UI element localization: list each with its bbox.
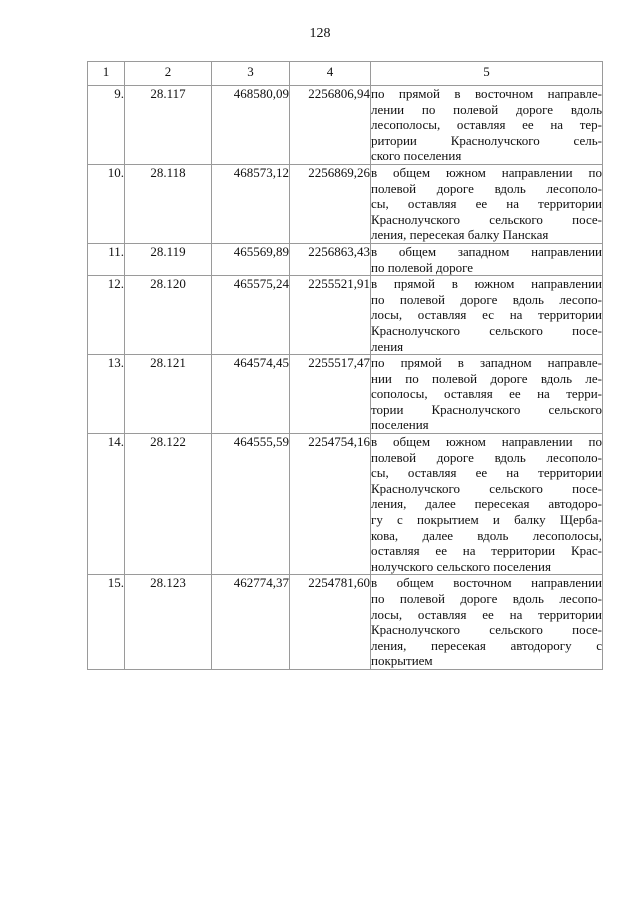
description-line: ления, далее пересекая автодоро- (371, 496, 602, 512)
y-coordinate-cell: 2254781,60 (290, 575, 371, 670)
description-cell (371, 243, 603, 275)
boundary-table (87, 61, 603, 670)
header-col-2: 2 (125, 62, 212, 86)
description-line: полевой дороге вдоль лесополо- (371, 449, 602, 465)
description-line: по прямой в западном направле- (371, 355, 602, 371)
description-cell (371, 575, 603, 670)
header-col-4: 4 (290, 62, 371, 86)
description-line: нии по полевой дороге вдоль ле- (371, 370, 602, 386)
row-number-cell: 15. (88, 575, 125, 670)
x-coordinate-cell: 465569,89 (212, 243, 290, 275)
x-coordinate-cell: 462774,37 (212, 575, 290, 670)
y-coordinate-cell: 2256869,26 (290, 164, 371, 243)
y-coordinate-cell: 2255517,47 (290, 355, 371, 434)
point-id-cell: 28.117 (125, 86, 212, 165)
description-line: гу с покрытием и балку Щерба- (371, 512, 602, 528)
row-number-cell: 10. (88, 164, 125, 243)
description-line: Краснолучского сельского посе- (371, 480, 602, 496)
description-line: ского поселения (371, 148, 462, 164)
header-col-5: 5 (371, 62, 603, 86)
y-coordinate-cell: 2255521,91 (290, 276, 371, 355)
description-line: лосы, оставляя ее на территории (371, 606, 602, 622)
row-number-cell: 9. (88, 86, 125, 165)
page-number: 128 (309, 26, 331, 41)
description-line: сы, оставляя ее на территории (371, 196, 602, 212)
description-line: тории Краснолучского сельского (371, 401, 602, 417)
table-row (88, 575, 603, 670)
description-line: сополосы, оставляя ее на терри- (371, 386, 602, 402)
row-number-cell: 14. (88, 434, 125, 575)
table-row (88, 164, 603, 243)
point-id-cell: 28.121 (125, 355, 212, 434)
point-id-cell: 28.120 (125, 276, 212, 355)
point-id-cell: 28.118 (125, 164, 212, 243)
table-header-row (88, 62, 603, 86)
description-line: в общем восточном направлении (371, 575, 602, 591)
table-row (88, 243, 603, 275)
table-row (88, 355, 603, 434)
row-number-cell: 13. (88, 355, 125, 434)
description-line: оставляя ее на территории Крас- (371, 543, 602, 559)
description-cell (371, 434, 603, 575)
table-row (88, 434, 603, 575)
row-number-cell: 11. (88, 243, 125, 275)
description-cell (371, 355, 603, 434)
table-body (88, 86, 603, 670)
y-coordinate-cell: 2254754,16 (290, 434, 371, 575)
x-coordinate-cell: 464574,45 (212, 355, 290, 434)
description-line: в общем южном направлении по (371, 434, 602, 450)
description-line: ления, пересекая автодорогу с (371, 637, 602, 653)
description-line: сы, оставляя ее на территории (371, 465, 602, 481)
description-line: Краснолучского сельского посе- (371, 211, 602, 227)
description-line: поселения (371, 417, 429, 433)
description-line: ления, пересекая балку Панская (371, 227, 549, 243)
description-line: кова, далее вдоль лесополосы, (371, 527, 602, 543)
description-cell (371, 164, 603, 243)
description-line: ритории Краснолучского сель- (371, 132, 602, 148)
point-id-cell: 28.122 (125, 434, 212, 575)
description-line: ления (371, 338, 404, 354)
x-coordinate-cell: 465575,24 (212, 276, 290, 355)
description-line: Краснолучского сельского посе- (371, 322, 602, 338)
description-line: нолучского сельского поселения (371, 558, 551, 574)
description-line: по полевой дороге вдоль лесопо- (371, 591, 602, 606)
description-line: по полевой дороге вдоль лесопо- (371, 291, 602, 307)
description-line: лении по полевой дороге вдоль (371, 101, 602, 117)
x-coordinate-cell: 468580,09 (212, 86, 290, 165)
y-coordinate-cell: 2256806,94 (290, 86, 371, 165)
description-line: по прямой в восточном направле- (371, 86, 602, 101)
table-row (88, 86, 603, 165)
point-id-cell: 28.119 (125, 243, 212, 275)
table-row (88, 276, 603, 355)
description-cell (371, 276, 603, 355)
x-coordinate-cell: 468573,12 (212, 164, 290, 243)
description-line: по полевой дороге (371, 259, 474, 275)
description-line: в прямой в южном направлении (371, 276, 602, 292)
row-number-cell: 12. (88, 276, 125, 355)
header-col-3: 3 (212, 62, 290, 86)
description-line: в общем южном направлении по (371, 164, 602, 180)
description-cell (371, 86, 603, 165)
y-coordinate-cell: 2256863,43 (290, 243, 371, 275)
description-line: лесополосы, оставляя ее на тер- (371, 117, 602, 133)
description-line: Краснолучского сельского посе- (371, 622, 602, 638)
description-line: в общем западном направлении (371, 243, 602, 259)
description-line: покрытием (371, 653, 433, 669)
x-coordinate-cell: 464555,59 (212, 434, 290, 575)
point-id-cell: 28.123 (125, 575, 212, 670)
description-line: полевой дороге вдоль лесополо- (371, 180, 602, 196)
header-col-1: 1 (88, 62, 125, 86)
description-line: лосы, оставляя ес на территории (371, 307, 602, 323)
